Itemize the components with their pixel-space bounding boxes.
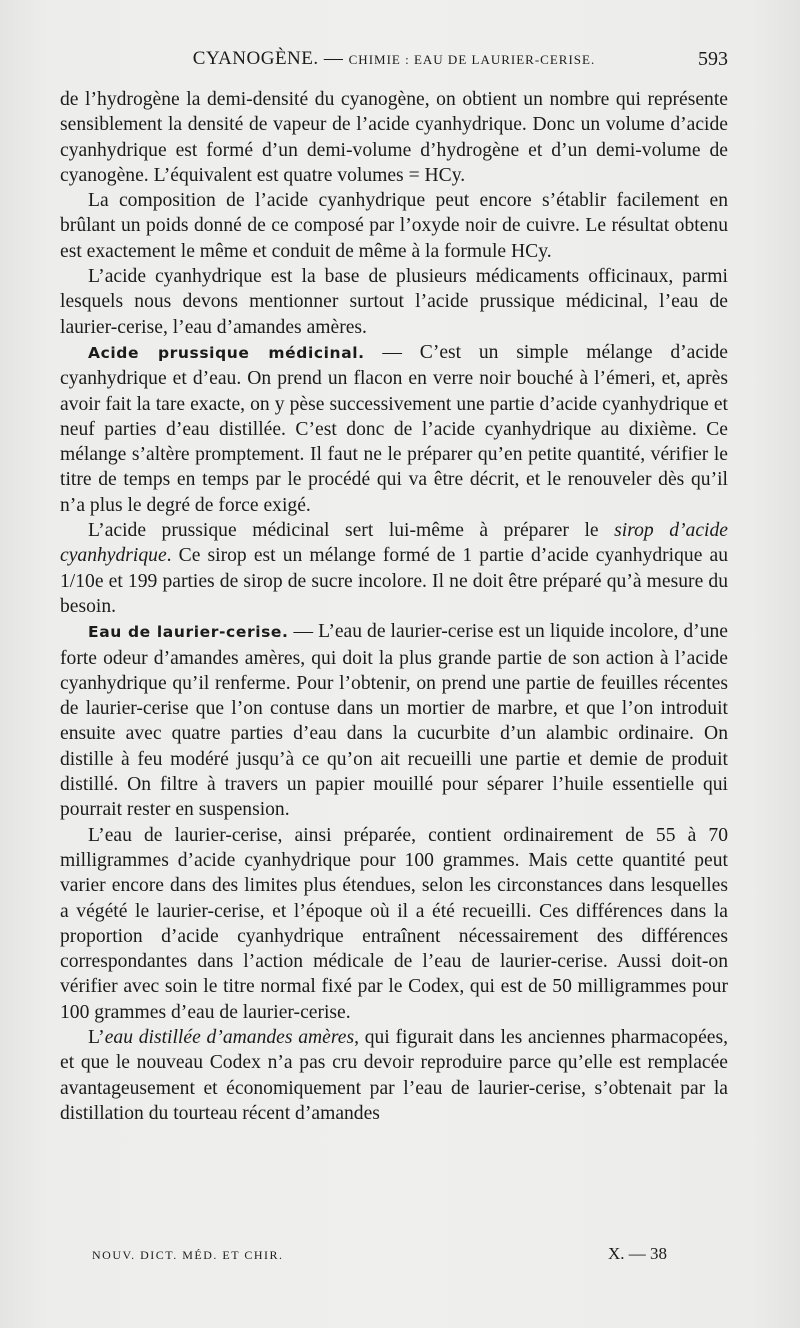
- section-heading-acide-prussique: Acide prussique médicinal.: [88, 343, 365, 362]
- footer-volume-sheet: X. — 38: [608, 1244, 668, 1263]
- paragraph-6: [60, 619, 728, 822]
- paragraph-4: [60, 340, 728, 518]
- section-title: CHIMIE : EAU DE LAURIER-CERISE.: [348, 52, 596, 67]
- paragraph-8: [60, 1025, 728, 1126]
- paragraph-8-before: L’: [88, 1026, 105, 1048]
- paragraph-8-after: , qui figurait dans les anciennes pharmacopées, et que le nouveau Codex n’a pas cru devoir reproduire parce qu’elle est remplacée avantageusement et économiquement par l’eau de laurier-cerise, s’obtenait par la distillation du tourteau récent d’amandes: [60, 1026, 728, 1124]
- paragraph-2: La composition de l’acide cyanhydrique peut encore s’établir facilement en brûlant un poids donné de ce composé par l’oxyde noir de cuivre. Le résultat obtenu est exactement le même et conduit de même à la formule HCy.: [60, 190, 728, 262]
- paragraph-1: de l’hydrogène la demi-densité du cyanogène, on obtient un nombre qui représente sensiblement la densité de vapeur de l’acide cyanhydrique. Donc un volume d’acide cyanhydrique est formé d’un demi-volume d’hydrogène et d’un demi-volume de cyanogène. L’équivalent est quatre volumes = HCy.: [60, 89, 728, 186]
- running-head-title: [60, 48, 728, 70]
- page-number: 593: [698, 48, 728, 70]
- paragraph-6-text: — L’eau de laurier-cerise est un liquide incolore, d’une forte odeur d’amandes amères, qui doit la plus grande partie de son action à l’acide cyanhydrique qu’il renferme. Pour l’obtenir, on prend une partie de feuilles récentes de laurier-cerise que l’on contuse dans un mortier de marbre, et que l’on introduit ensuite avec quatre parties d’eau dans la cucurbite d’un alambic ordinaire. On distille à feu modéré jusqu’à ce qu’on ait recueilli une partie et demie de produit distillé. On filtre à travers un papier mouillé pour séparer l’huile essentielle qui pourrait rester en suspension.: [60, 621, 728, 821]
- section-heading-eau-laurier-cerise: Eau de laurier-cerise.: [88, 623, 289, 642]
- paragraph-5-after: . Ce sirop est un mélange formé de 1 partie d’acide cyanhydrique au 1/10e et 199 parties de sirop de sucre incolore. Il ne doit être préparé qu’à mesure du besoin.: [60, 545, 728, 617]
- paragraph-5: [60, 518, 728, 619]
- chapter-title: CYANOGÈNE.: [192, 48, 319, 69]
- running-head: [60, 48, 728, 78]
- title-separator: —: [318, 48, 349, 69]
- paragraph-3: L’acide cyanhydrique est la base de plusieurs médicaments officinaux, parmi lesquels nous devons mentionner surtout l’acide prussique médicinal, l’eau de laurier-cerise, l’eau d’amandes amères.: [60, 266, 728, 338]
- paragraph-5-before: L’acide prussique médicinal sert lui-même à préparer le: [88, 520, 615, 542]
- paragraph-4-text: — C’est un simple mélange d’acide cyanhydrique et d’eau. On prend un flacon en verre noir bouché à l’émeri, et, après avoir fait la tare exacte, on y pèse successivement une partie d’acide cyanhydrique et neuf parties d’eau distillée. C’est donc de l’acide cyanhydrique au dixième. Ce mélange s’altère promptement. Il faut ne le préparer qu’en petite quantité, vérifier le titre de temps en temps par le procédé qui va être décrit, et le renouveler dès qu’il n’a plus le degré de force exigé.: [60, 341, 728, 516]
- paragraph-8-italic: eau distillée d’amandes amères: [104, 1026, 355, 1048]
- paragraph-7: L’eau de laurier-cerise, ainsi préparée, contient ordinairement de 55 à 70 milligrammes d’acide cyanhydrique pour 100 grammes. Mais cette quantité peut varier encore dans des limites plus étendues, selon les circonstances dans lesquelles a végété le laurier-cerise, et l’époque où il a été recueilli. Ces différences dans la proportion d’acide cyanhydrique entraînent nécessairement des différences correspondantes dans l’action médicale de l’eau de laurier-cerise. Aussi doit-on vérifier avec soin le titre normal fixé par le Codex, qui est de 50 milligrammes pour 100 grammes d’eau de laurier-cerise.: [60, 824, 728, 1023]
- paragraph-5-italic: sirop d’acide cyanhydrique: [60, 520, 728, 567]
- footer-signature: NOUV. DICT. MÉD. ET CHIR.: [92, 1248, 284, 1262]
- body-text: [60, 87, 728, 1126]
